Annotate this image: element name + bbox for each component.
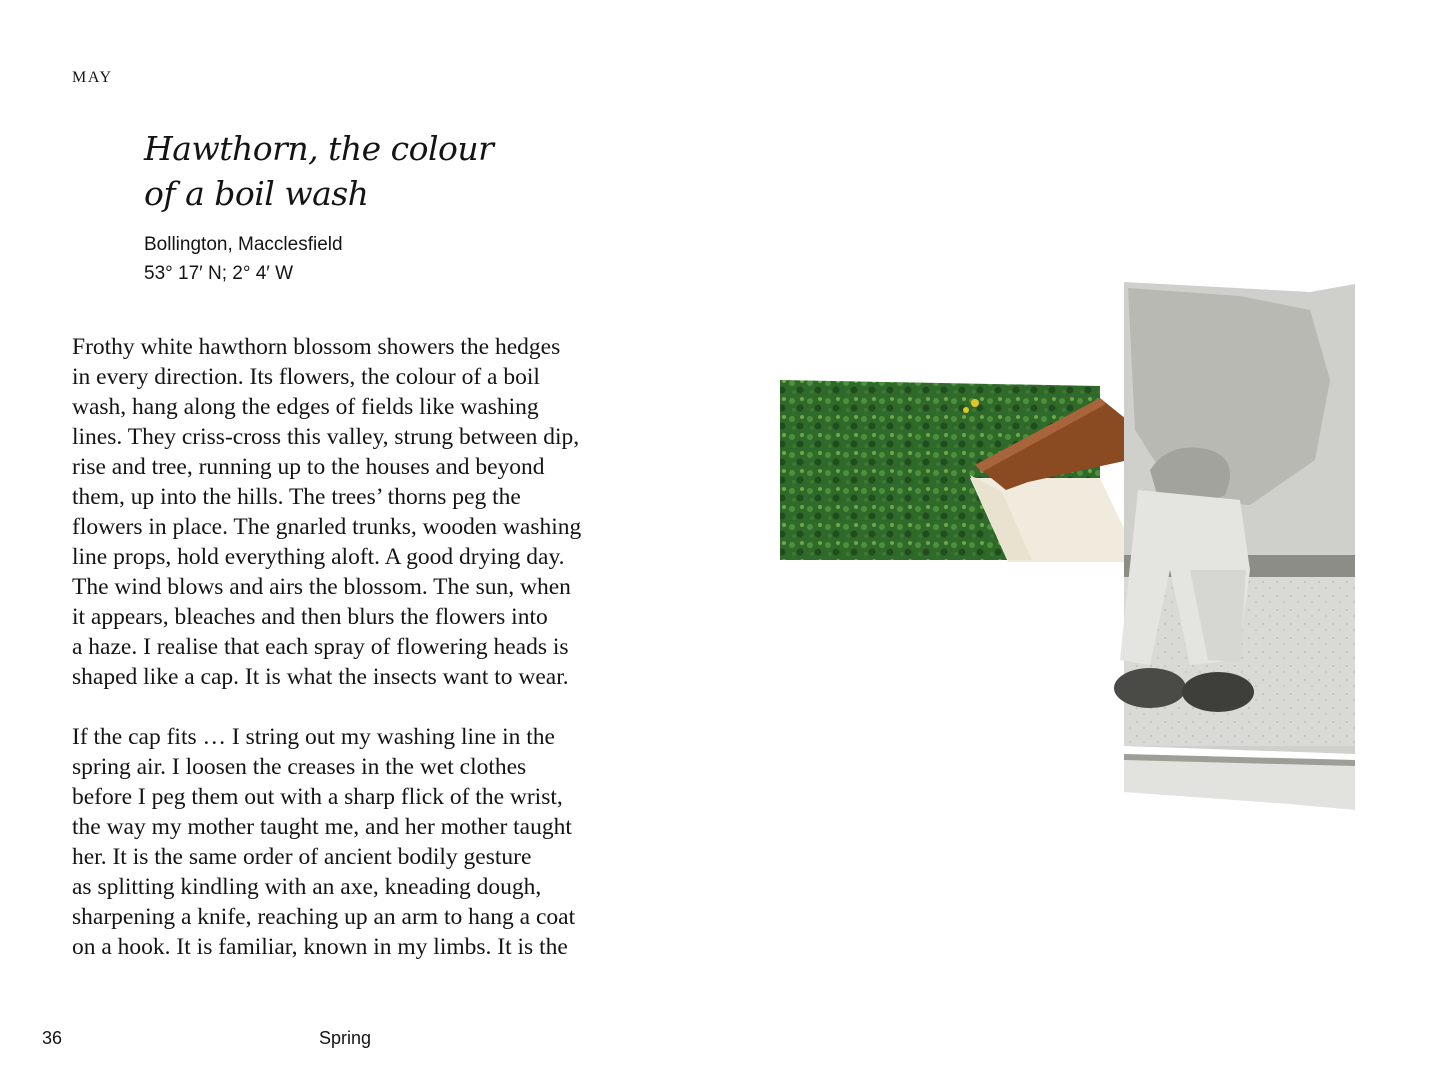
body-paragraph-2	[72, 722, 575, 962]
location-block	[144, 230, 343, 288]
text-line: it appears, bleaches and then blurs the flowers into	[72, 604, 548, 630]
collage-artwork	[770, 270, 1370, 830]
text-line: before I peg them out with a sharp flick of the wrist,	[72, 784, 563, 810]
text-line: shaped like a cap. It is what the insects want to wear.	[72, 664, 569, 690]
right-shoe	[1182, 672, 1254, 712]
text-line: The wind blows and airs the blossom. The sun, when	[72, 574, 571, 600]
text-line: sharpening a knife, reaching up an arm to hang a coat	[72, 904, 576, 930]
text-line: lines. They criss-cross this valley, strung between dip,	[72, 424, 580, 450]
text-line: in every direction. Its flowers, the colour of a boil	[72, 364, 540, 390]
text-line: If the cap fits … I string out my washing line in the	[72, 724, 555, 750]
chapter-title-line-1: Hawthorn, the colour	[144, 129, 494, 168]
text-line: as splitting kindling with an axe, kneading dough,	[72, 874, 542, 900]
text-line: rise and tree, running up to the houses and beyond	[72, 454, 545, 480]
location-place: Bollington, Macclesfield	[144, 234, 343, 255]
yellow-flower	[971, 399, 979, 407]
section-name: Spring	[319, 1028, 372, 1048]
text-line: flowers in place. The gnarled trunks, wooden washing	[72, 514, 582, 540]
text-line: a haze. I realise that each spray of flowering heads is	[72, 634, 569, 660]
chapter-title	[144, 126, 493, 216]
body-paragraph-1	[72, 332, 581, 692]
text-line: them, up into the hills. The trees’ thorns peg the	[72, 484, 521, 510]
text-line: spring air. I loosen the creases in the wet clothes	[72, 754, 527, 780]
text-line: the way my mother taught me, and her mother taught	[72, 814, 572, 840]
collage-illustration	[770, 270, 1370, 830]
month-header: MAY	[72, 69, 113, 86]
location-coordinates: 53° 17′ N; 2° 4′ W	[144, 263, 294, 284]
text-line: on a hook. It is familiar, known in my limbs. It is the	[72, 934, 568, 960]
chapter-title-line-2: of a boil wash	[144, 174, 369, 213]
left-shoe	[1114, 668, 1186, 708]
yellow-flower	[963, 407, 969, 413]
text-line: wash, hang along the edges of fields like washing	[72, 394, 539, 420]
text-line: line props, hold everything aloft. A good drying day.	[72, 544, 565, 570]
page-number: 36	[42, 1028, 63, 1048]
text-line: her. It is the same order of ancient bodily gesture	[72, 844, 532, 870]
text-line: Frothy white hawthorn blossom showers the hedges	[72, 334, 561, 360]
